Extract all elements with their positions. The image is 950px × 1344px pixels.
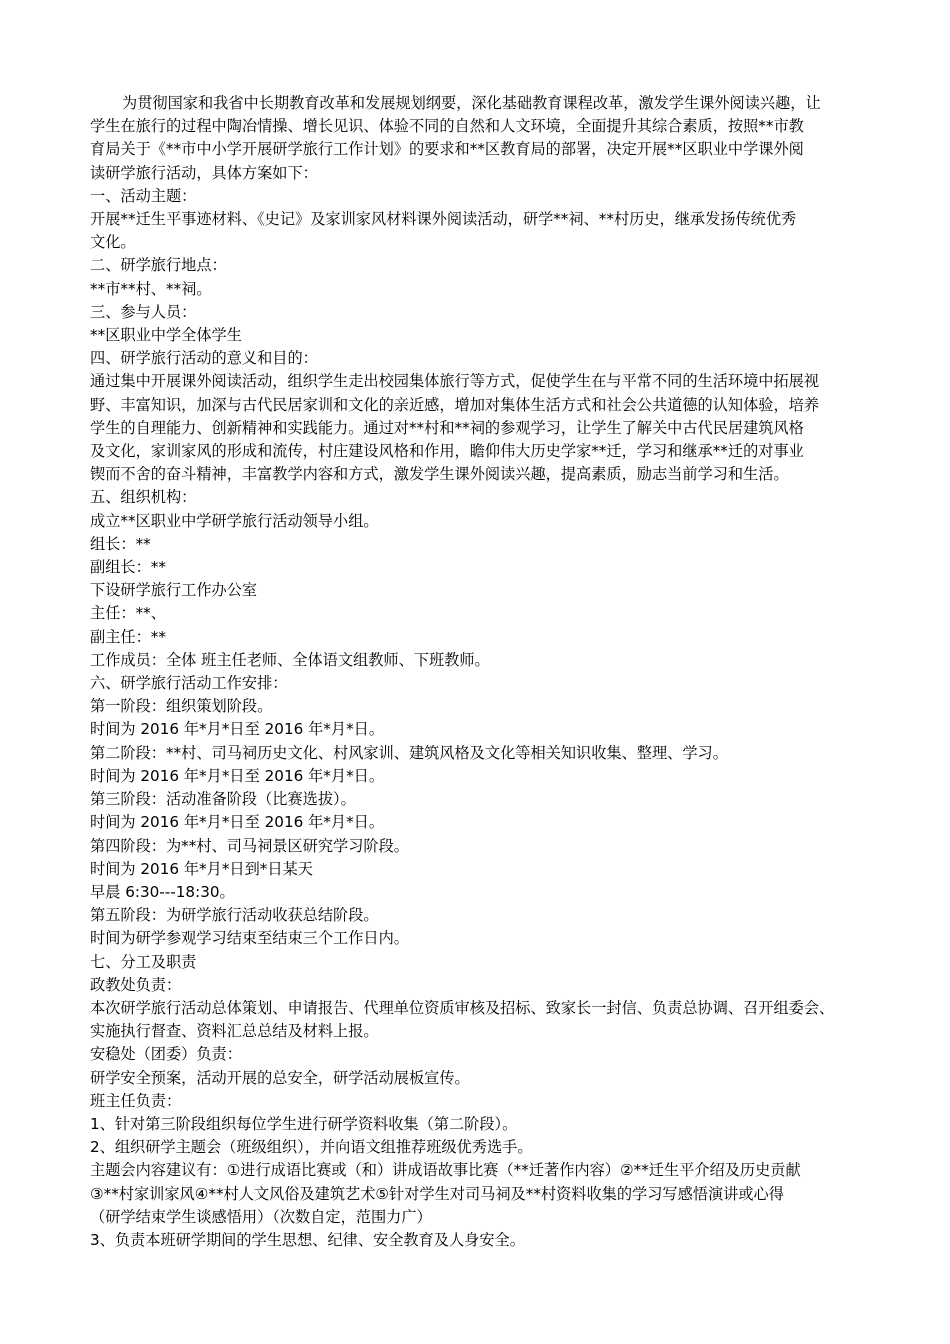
body-text-line: 政教处负责： <box>90 975 182 994</box>
body-text-line: 第四阶段：为**村、司马祠景区研究学习阶段。 <box>90 836 409 855</box>
body-text-line: （研学结束学生谈感悟用）（次数自定，范围力广） <box>90 1207 432 1226</box>
section-heading: 二、研学旅行地点： <box>90 256 227 275</box>
body-text-line: 时间为 2016 年*月*日到*日某天 <box>90 859 313 878</box>
body-text-line: 第三阶段：活动准备阶段（比赛选拔）。 <box>90 790 356 809</box>
body-text-line: 1、针对第三阶段组织每位学生进行研学资料收集（第二阶段）。 <box>90 1114 518 1133</box>
body-text-line: 时间为 2016 年*月*日至 2016 年*月*日。 <box>90 720 385 739</box>
body-text-line: 实施执行督查、资料汇总总结及材料上报。 <box>90 1022 379 1041</box>
body-text-line: 2、组织研学主题会（班级组织），并向语文组推荐班级优秀选手。 <box>90 1138 533 1157</box>
body-text-line: 时间为研学参观学习结束至结束三个工作日内。 <box>90 929 409 948</box>
body-text-line: 班主任负责： <box>90 1091 182 1110</box>
intro-paragraph-line: 读研学旅行活动，具体方案如下： <box>90 163 318 182</box>
body-text-line: 早晨 6:30---18:30。 <box>90 882 235 901</box>
body-text-line: 本次研学旅行活动总体策划、申请报告、代理单位资质审核及招标、致家长一封信、负责总协调、召开组委会、 <box>90 998 835 1017</box>
body-text-line: 第一阶段：组织策划阶段。 <box>90 697 273 716</box>
section-heading: 三、参与人员： <box>90 302 197 321</box>
document-body <box>90 92 862 1252</box>
intro-paragraph-line: 学生在旅行的过程中陶冶情操、增长见识、体验不同的自然和人文环境，全面提升其综合素质，按照**市教 <box>90 117 804 136</box>
body-text-line: 研学安全预案，活动开展的总安全，研学活动展板宣传。 <box>90 1068 470 1087</box>
body-text-line: 时间为 2016 年*月*日至 2016 年*月*日。 <box>90 813 385 832</box>
body-text-line: 文化。 <box>90 233 136 252</box>
body-text-line: 工作成员：全体 班主任老师、全体语文组教师、下班教师。 <box>90 650 490 669</box>
body-text-line: **市**村、**祠。 <box>90 279 212 298</box>
section-heading: 七、分工及职责 <box>90 952 197 971</box>
body-text-line: 开展**迁生平事迹材料、《史记》及家训家风材料课外阅读活动，研学**祠、**村历史，继承发扬传统优秀 <box>90 210 797 229</box>
body-text-line: **区职业中学全体学生 <box>90 326 242 345</box>
body-text-line: 3、负责本班研学期间的学生思想、纪律、安全教育及人身安全。 <box>90 1230 525 1249</box>
body-text-line: ③**村家训家风④**村人文风俗及建筑艺术⑤针对学生对司马祠及**村资料收集的学习写感悟演讲或心得 <box>90 1184 784 1203</box>
body-text-line: 下设研学旅行工作办公室 <box>90 581 258 600</box>
intro-paragraph-line: 育局关于《**市中小学开展研学旅行工作计划》的要求和**区教育局的部署，决定开展**区职业中学课外阅 <box>90 140 804 159</box>
body-text-line: 安稳处（团委）负责： <box>90 1045 242 1064</box>
section-heading: 六、研学旅行活动工作安排： <box>90 674 288 693</box>
body-text-line: 及文化，家训家风的形成和流传，村庄建设风格和作用，瞻仰伟大历史学家**迁，学习和继承**迁的对事业 <box>90 442 804 461</box>
body-text-line: 主任：**、 <box>90 604 166 623</box>
section-heading: 四、研学旅行活动的意义和目的： <box>90 349 318 368</box>
body-text-line: 野、丰富知识，加深与古代民居家训和文化的亲近感，增加对集体生活方式和社会公共道德的认知体验，培养 <box>90 395 819 414</box>
body-text-line: 副主任：** <box>90 627 166 646</box>
body-text-line: 锲而不舍的奋斗精神，丰富教学内容和方式，激发学生课外阅读兴趣，提高素质，励志当前学习和生活。 <box>90 465 789 484</box>
intro-paragraph-line: 为贯彻国家和我省中长期教育改革和发展规划纲要，深化基础教育课程改革，激发学生课外阅读兴趣，让 <box>122 94 821 112</box>
section-heading: 一、活动主题： <box>90 186 197 205</box>
body-text-line: 成立**区职业中学研学旅行活动领导小组。 <box>90 511 379 530</box>
body-text-line: 副组长：** <box>90 558 166 577</box>
body-text-line: 组长：** <box>90 534 151 553</box>
body-text-line: 学生的自理能力、创新精神和实践能力。通过对**村和**祠的参观学习，让学生了解关中古代民居建筑风格 <box>90 418 804 437</box>
body-text-line: 第二阶段：**村、司马祠历史文化、村风家训、建筑风格及文化等相关知识收集、整理、学习。 <box>90 743 728 762</box>
body-text-line: 通过集中开展课外阅读活动，组织学生走出校园集体旅行等方式，促使学生在与平常不同的生活环境中拓展视 <box>90 372 819 391</box>
body-text-line: 时间为 2016 年*月*日至 2016 年*月*日。 <box>90 766 385 785</box>
body-text-line: 第五阶段：为研学旅行活动收获总结阶段。 <box>90 906 379 925</box>
section-heading: 五、组织机构： <box>90 488 197 507</box>
body-text-line: 主题会内容建议有：①进行成语比赛或（和）讲成语故事比赛（**迁著作内容）②**迁生平介绍及历史贡献 <box>90 1161 801 1180</box>
